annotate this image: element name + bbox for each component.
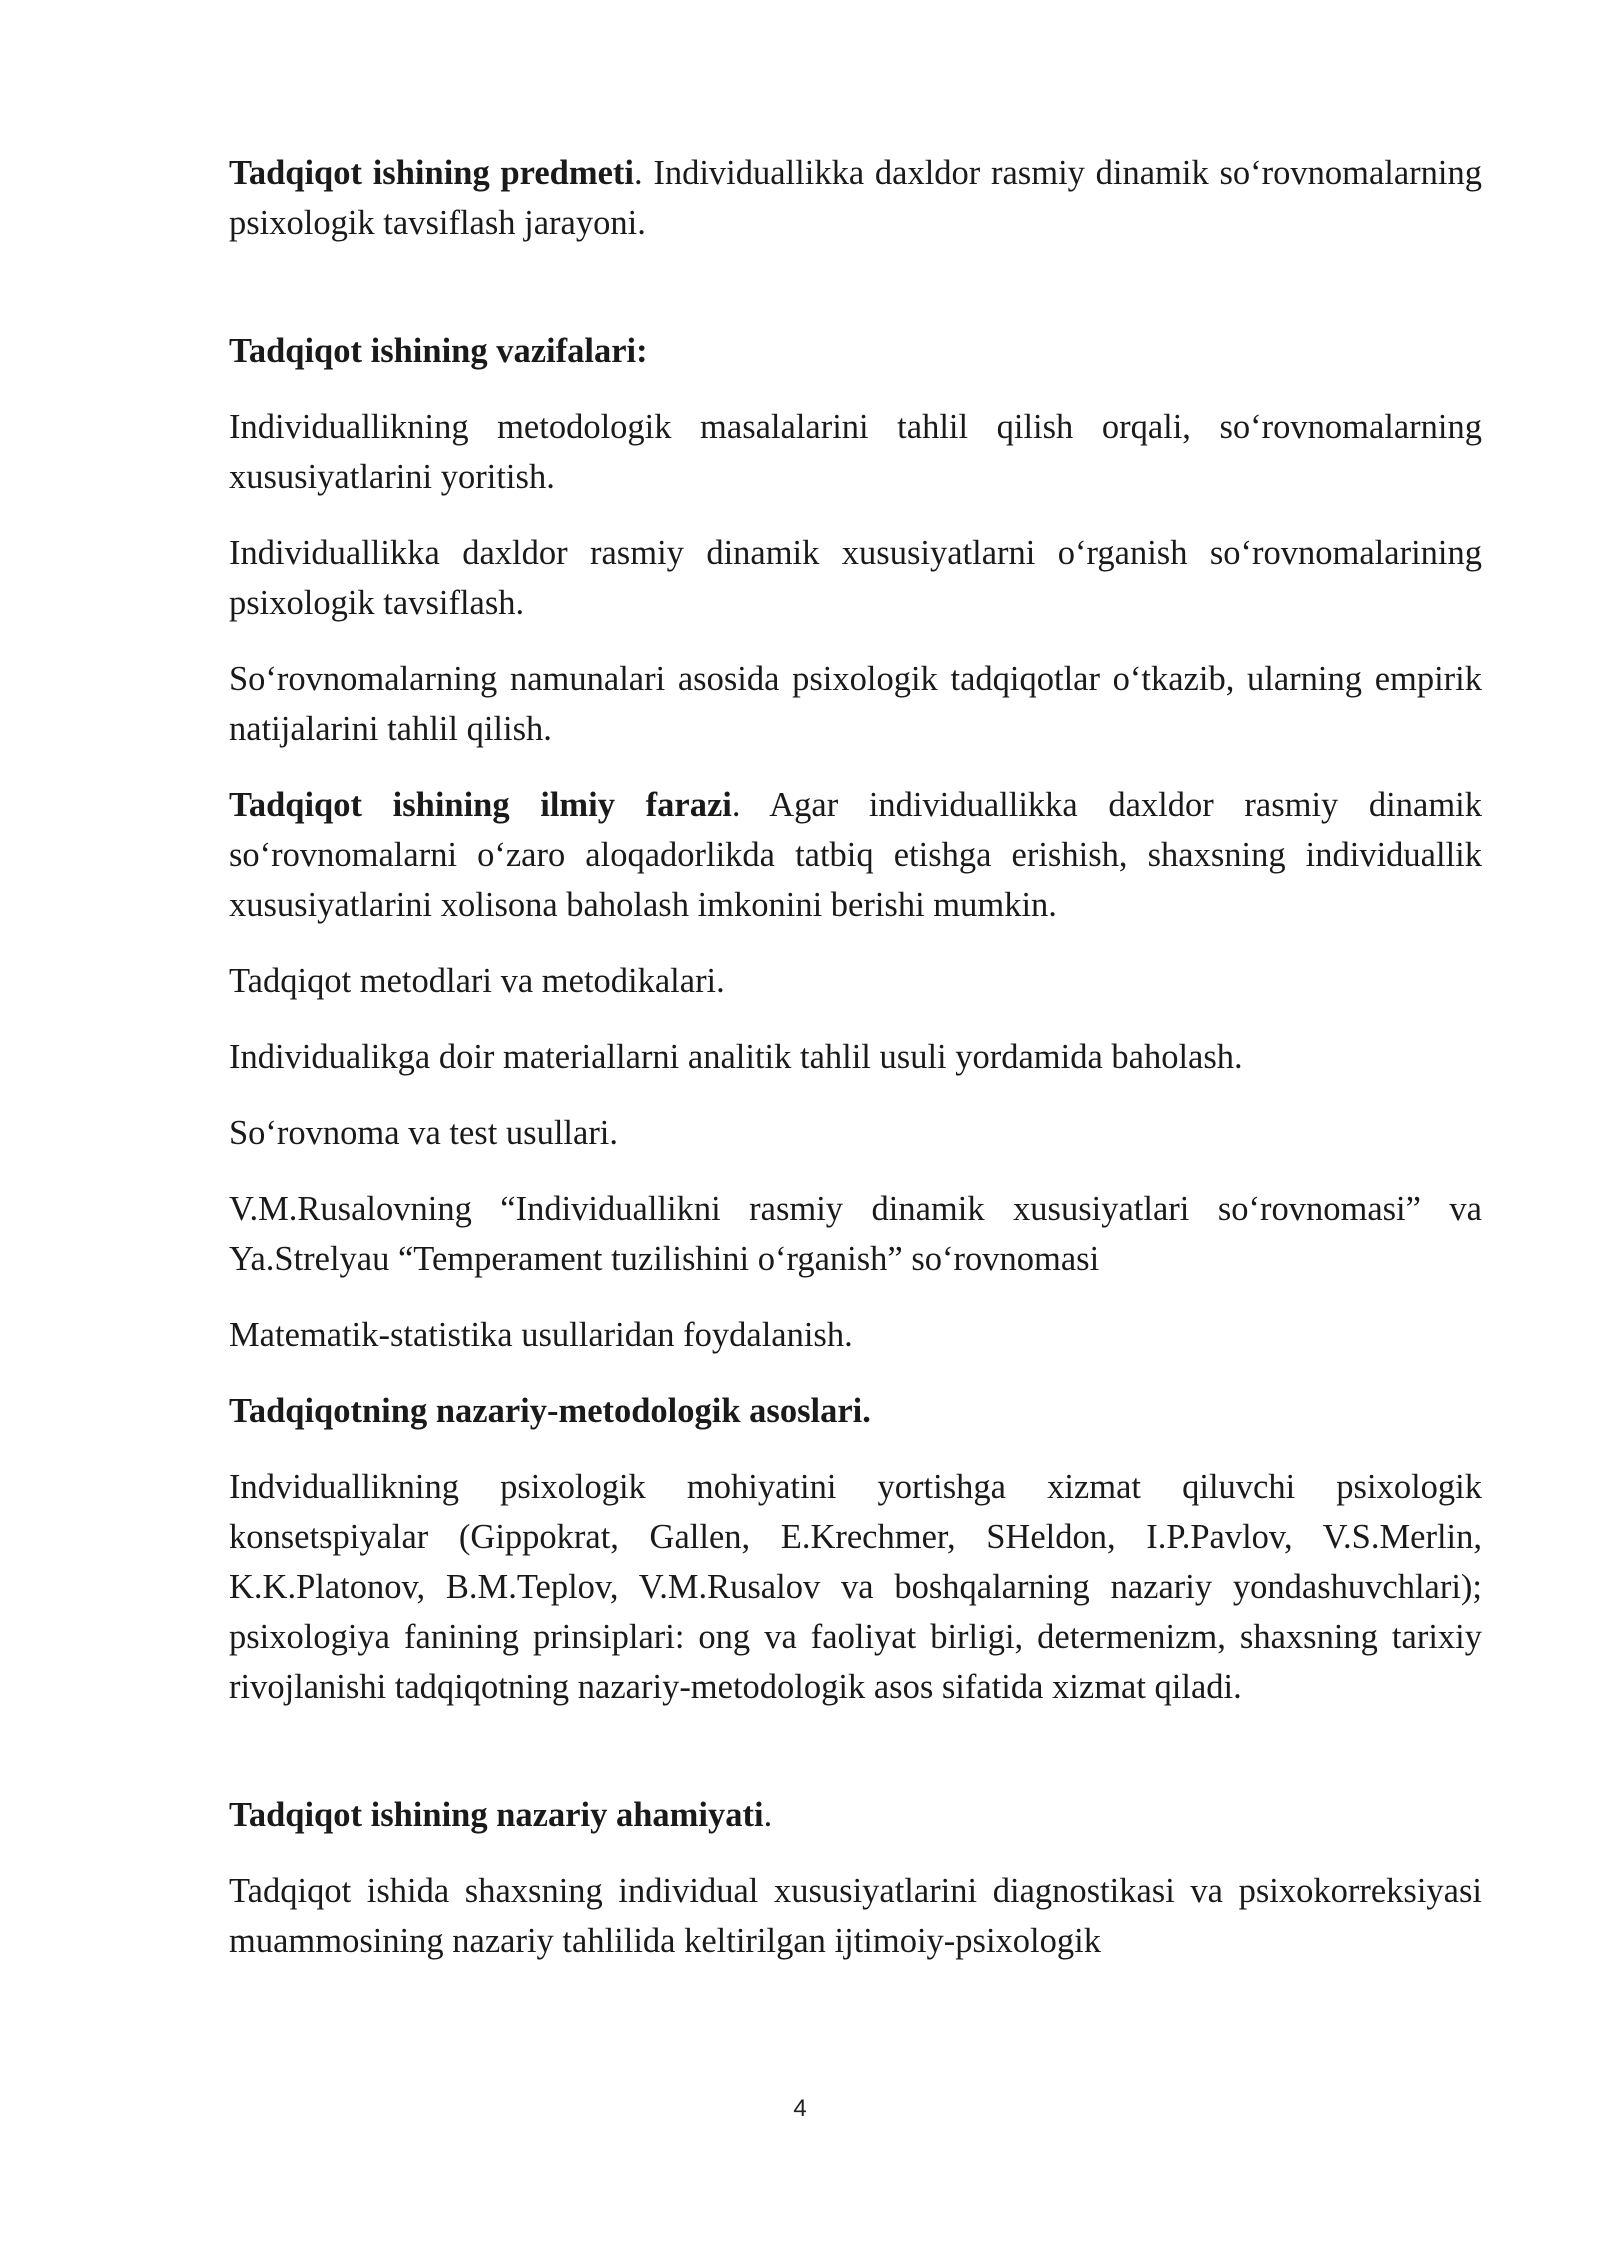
hypothesis-heading: Tadqiqot ishining ilmiy farazi [229,786,732,824]
significance-heading: Tadqiqot ishining nazariy ahamiyati [229,1796,764,1834]
research-tasks-heading: Tadqiqot ishining vazifalari: [229,332,648,370]
methods-title: Tadqiqot metodlari va metodikalari. [229,962,725,1000]
significance-heading-suffix: . [763,1796,773,1834]
significance-text: Tadqiqot ishida shaxsning individual xususiyatlarini diagnostikasi va psixokorreksiyasi muammosining nazariy tahlilida keltirilgan ijtimoiy-psixologik [229,1872,1482,1960]
document-page [229,148,1482,1992]
theory-basis-text: Indviduallikning psixologik mohiyatini yortishga xizmat qiluvchi psixologik konsetspiyalar (Gippokrat, Gallen, E.Krechmer, SHeldon, I.P.Pavlov, V.S.Merlin, K.K.Platonov, B.M.Teplov, V.M.Rusalov va boshqalarning nazariy yondashuvchlari); psixologiya fanining prinsiplari: ong va faoliyat birligi, determenizm, shaxsning tarixiy rivojlanishi tadqiqotning nazariy-metodologik asos sifatida xizmat qiladi. [229,1468,1482,1706]
research-subject-text: . Individuallikka daxldor rasmiy dinamik so‘rovnomalarning psixologik tavsiflash jarayoni. [229,154,1482,242]
research-task-2: Individuallikka daxldor rasmiy dinamik xususiyatlarni o‘rganish so‘rovnomalarining psixologik tavsiflash. [229,534,1482,622]
research-task-1: Individuallikning metodologik masalalarini tahlil qilish orqali, so‘rovnomalarning xususiyatlarini yoritish. [229,408,1482,496]
research-subject-paragraph [229,148,1482,248]
method-3: V.M.Rusalovning “Individuallikni rasmiy dinamik xususiyatlari so‘rovnomasi” va Ya.Strelyau “Temperament tuzilishini o‘rganish” so‘rovnomasi [229,1190,1482,1278]
research-subject-heading: Tadqiqot ishining predmeti [229,154,634,192]
method-2: So‘rovnoma va test usullari. [229,1114,619,1152]
significance-heading-paragraph [229,1790,1482,1840]
research-task-3: So‘rovnomalarning namunalari asosida psixologik tadqiqotlar o‘tkazib, ularning empirik natijalarini tahlil qilish. [229,660,1482,748]
method-1: Individualikga doir materiallarni analitik tahlil usuli yordamida baholash. [229,1038,1243,1076]
hypothesis-paragraph [229,780,1482,930]
hypothesis-text: . Agar individuallikka daxldor rasmiy dinamik so‘rovnomalarni o‘zaro aloqadorlikda tatbiq etishga erishish, shaxsning individuallik xususiyatlarini xolisona baholash imkonini berishi mumkin. [229,786,1482,924]
theory-basis-heading: Tadqiqotning nazariy-metodologik asoslari. [229,1392,871,1430]
method-4: Matematik-statistika usullaridan foydalanish. [229,1316,853,1354]
page-number: 4 [793,2095,807,2122]
